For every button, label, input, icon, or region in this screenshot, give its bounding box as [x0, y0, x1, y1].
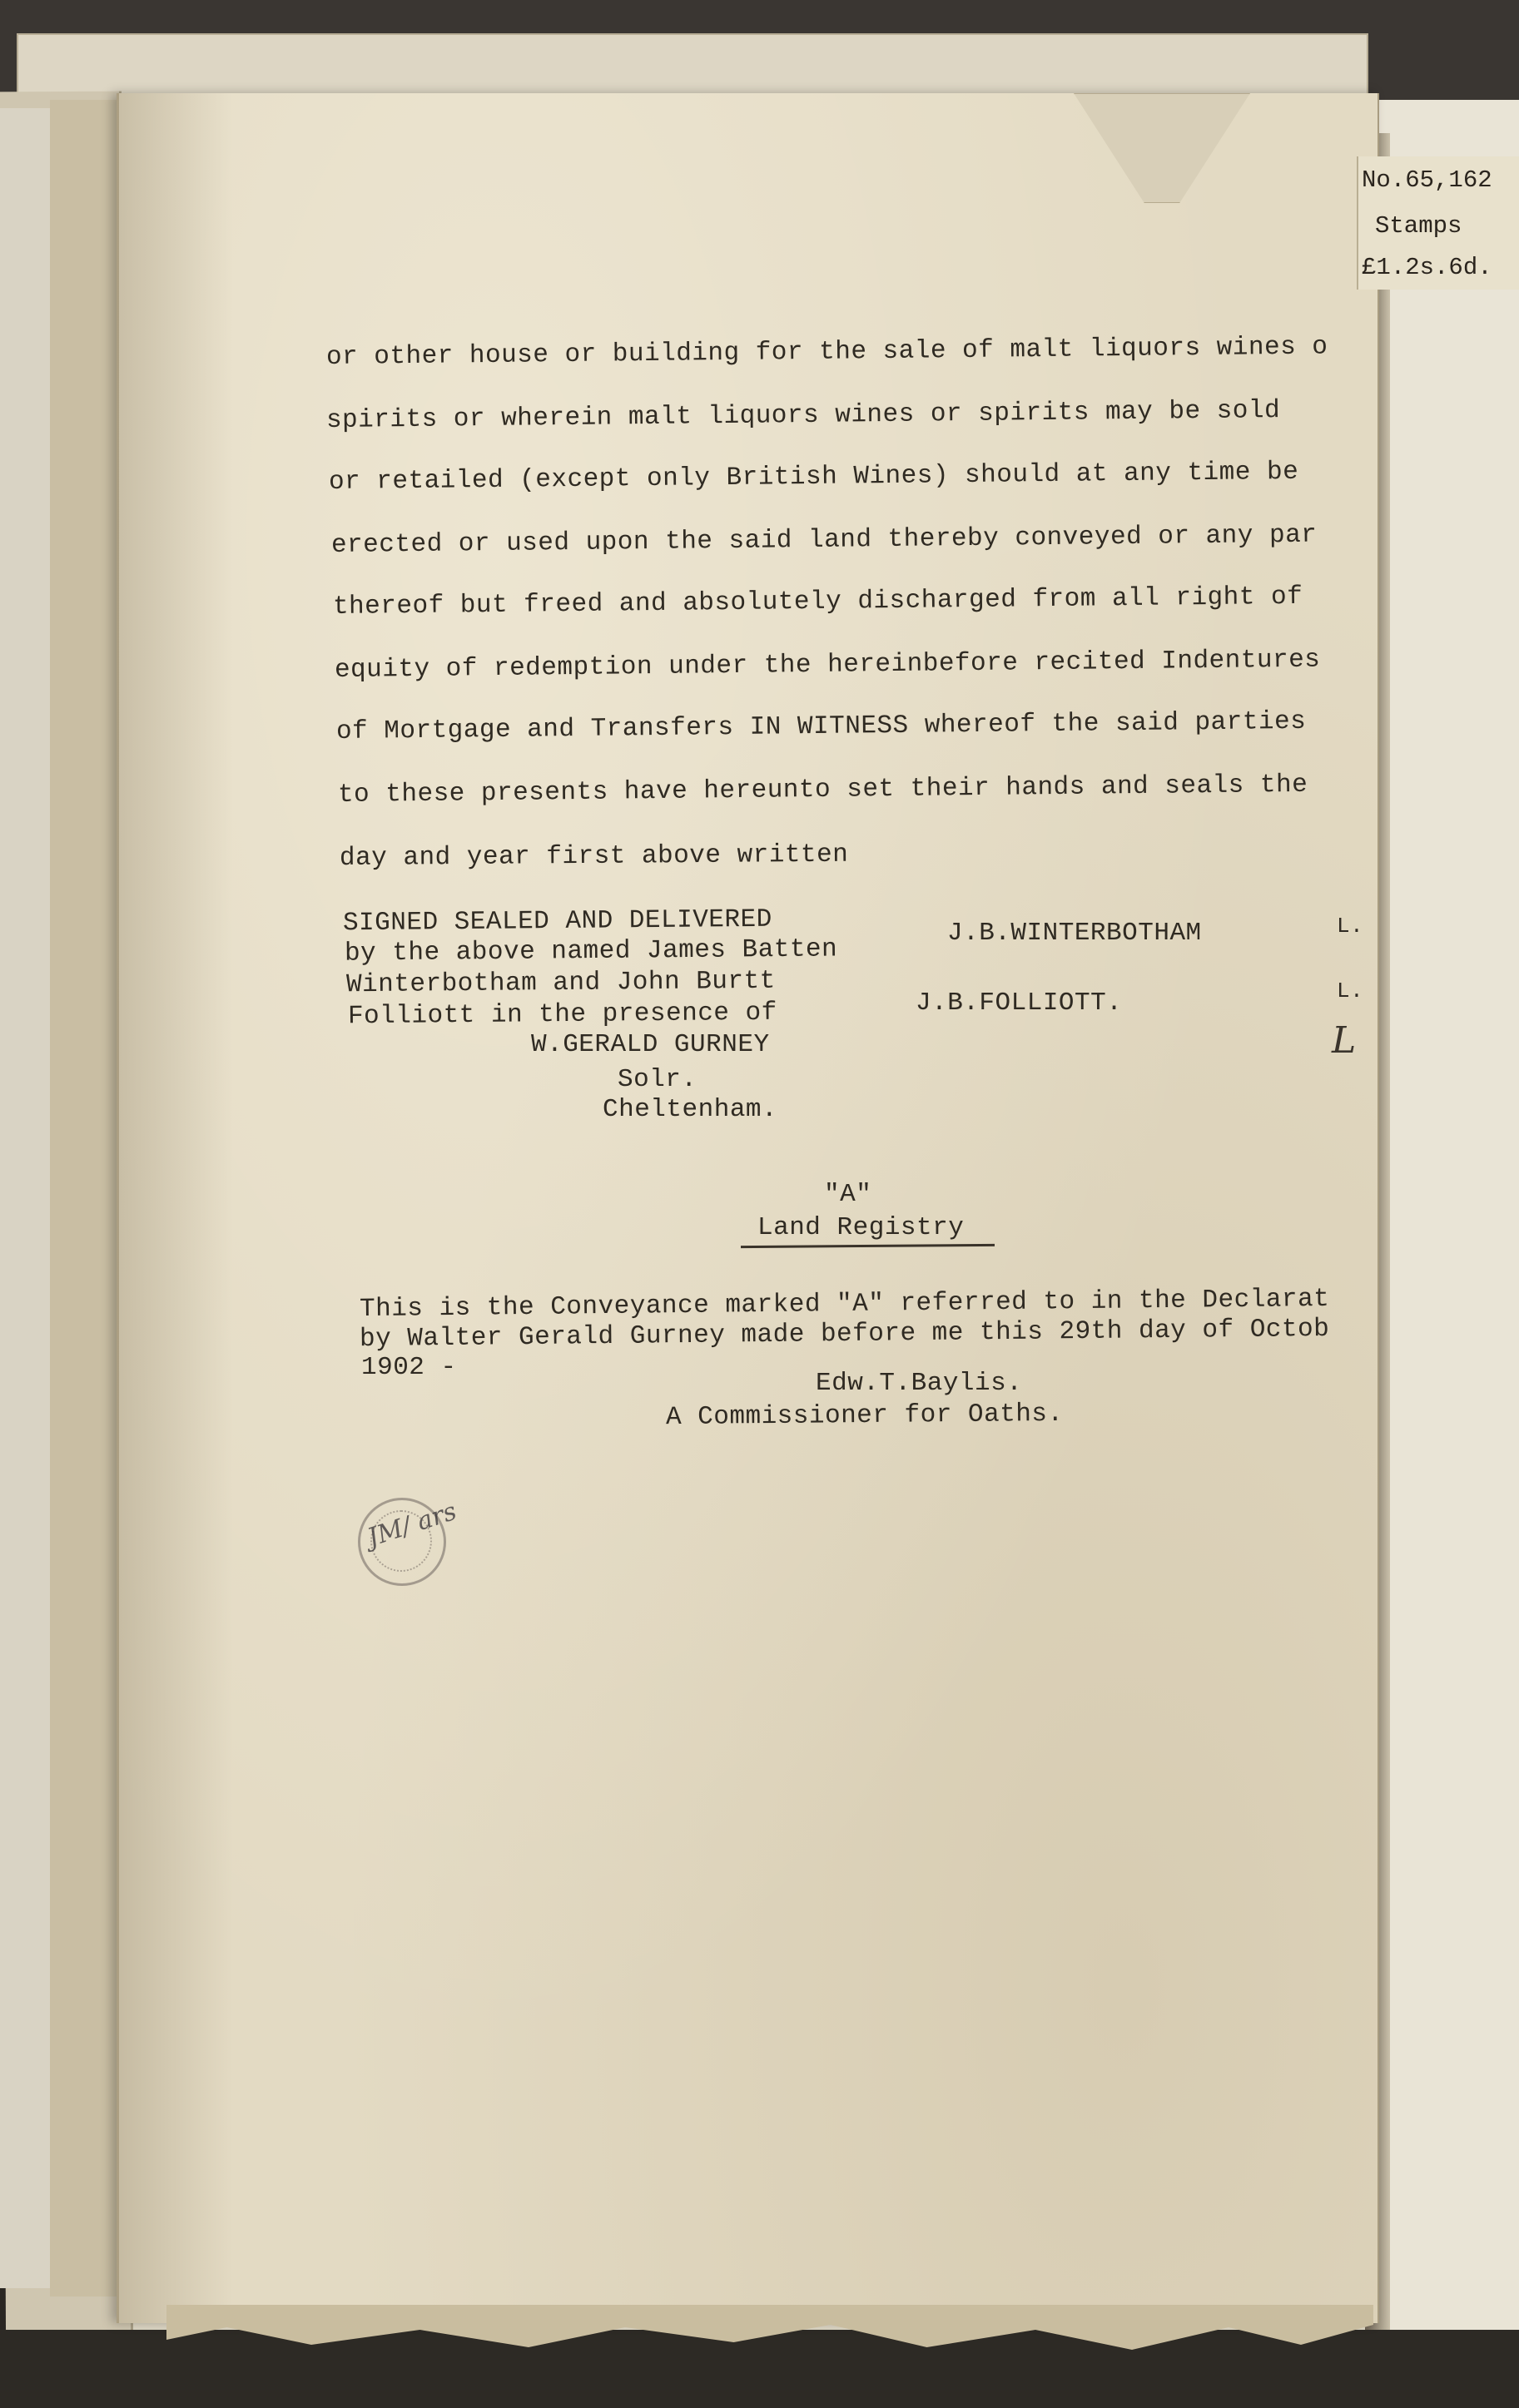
- deed-line-9: day and year first above written: [339, 840, 849, 873]
- deed-line-4: erected or used upon the said land thereby conveyed or any par: [330, 520, 1318, 560]
- deed-line-7: of Mortgage and Transfers IN WITNESS whereof the said parties: [335, 706, 1307, 746]
- stamps-amount: £1.2s.6d.: [1362, 254, 1492, 281]
- page-fold-shadow: [117, 93, 233, 2323]
- seal-mark-2: L.: [1337, 979, 1364, 1003]
- attestation-line-3: Winterbotham and John Burtt: [345, 966, 776, 1000]
- land-registry-heading: Land Registry: [757, 1213, 965, 1242]
- witness-name: W.GERALD GURNEY: [531, 1030, 770, 1059]
- facing-page: [1373, 100, 1519, 2408]
- witness-place: Cheltenham.: [603, 1095, 778, 1124]
- registration-number: No.65,162: [1362, 166, 1492, 194]
- deed-line-6: equity of redemption under the hereinbefore recited Indentures: [334, 645, 1321, 685]
- attestation-line-2: by the above named James Batten: [344, 934, 838, 969]
- witness-title: Solr.: [618, 1065, 697, 1094]
- deed-line-3: or retailed (except only British Wines) should at any time be: [328, 457, 1299, 497]
- stamps-label: Stamps: [1375, 212, 1462, 240]
- signatory-folliott: J.B.FOLLIOTT.: [916, 988, 1123, 1018]
- deed-line-5: thereof but freed and absolutely discharged from all right of: [332, 582, 1303, 622]
- commissioner-name: Edw.T.Baylis.: [816, 1369, 1023, 1398]
- margin-initial: L: [1332, 1019, 1357, 1062]
- deed-line-8: to these presents have hereunto set their hands and seals the: [337, 770, 1308, 810]
- commissioner-title: A Commissioner for Oaths.: [665, 1399, 1064, 1433]
- deed-line-2: spirits or wherein malt liquors wines or spirits may be sold: [325, 395, 1281, 435]
- signatory-winterbotham: J.B.WINTERBOTHAM: [947, 919, 1202, 948]
- exhibit-statement-line-3: 1902 -: [361, 1353, 457, 1382]
- attestation-line-4: Folliott in the presence of: [347, 998, 777, 1032]
- exhibit-statement-line-1: This is the Conveyance marked "A" referred to in the Declarat: [359, 1284, 1330, 1325]
- seal-mark-1: L.: [1337, 914, 1364, 939]
- attestation-line-1: SIGNED SEALED AND DELIVERED: [342, 904, 772, 939]
- exhibit-statement-line-2: by Walter Gerald Gurney made before me this 29th day of Octob: [359, 1314, 1330, 1355]
- seal-handwritten-initials: JM/ ars: [364, 1496, 460, 1553]
- exhibit-marker: "A": [824, 1180, 872, 1209]
- deed-line-1: or other house or building for the sale of malt liquors wines o: [325, 332, 1328, 372]
